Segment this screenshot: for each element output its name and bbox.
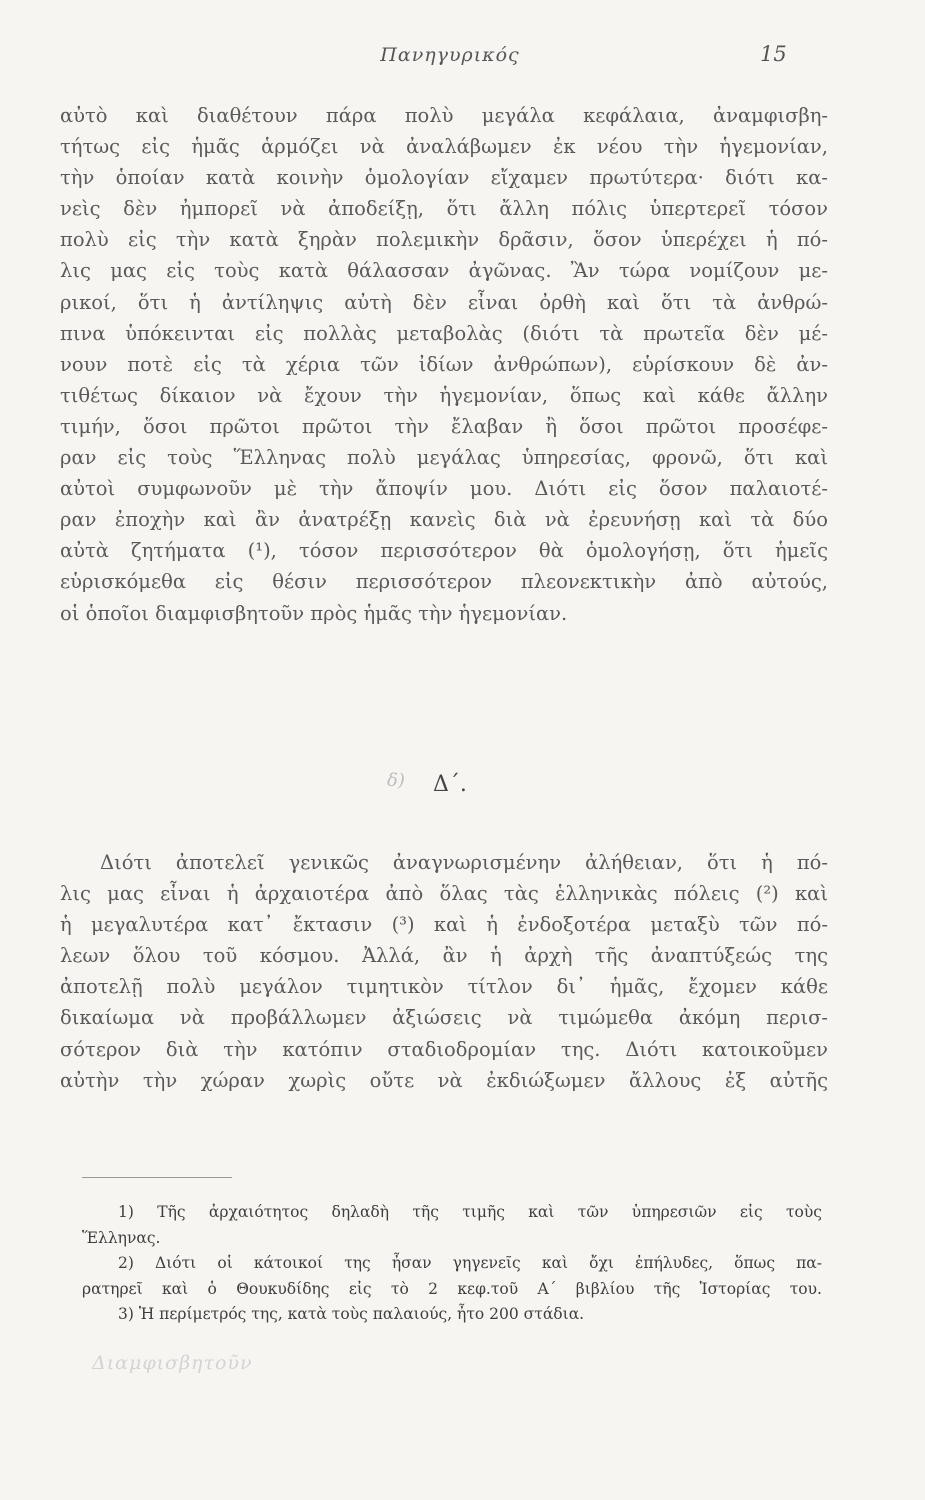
text-line: σότερον διὰ τὴν κατόπιν σταδιοδρομίαν της. Διότι κατοικοῦμεν [60,1037,828,1061]
footnote-line: 1) Τῆς ἀρχαιότητος δηλαδὴ τῆς τιμῆς καὶ τῶν ὑπηρεσιῶν εἰς τοὺς [118,1203,822,1221]
text-line: λεων ὅλου τοῦ κόσμου. Ἀλλά, ἂν ἡ ἀρχὴ τῆς ἀναπτύξεώς της [60,944,828,968]
text-line: ραν ἐποχὴν καὶ ἂν ἀνατρέξῃ κανεὶς διὰ νὰ ἐρευνήσῃ καὶ τὰ δύο [60,508,828,532]
footnotes [82,1200,822,1328]
text-line: ἡ μεγαλυτέρα κατ᾽ ἔκτασιν (³) καὶ ἡ ἐνδοξοτέρα μεταξὺ τῶν πό- [60,913,828,937]
text-line: τιθέτως δίκαιον νὰ ἔχουν τὴν ἡγεμονίαν, ὅπως καὶ κάθε ἄλλην [60,383,828,407]
text-line: αὐτὸ καὶ διαθέτουν πάρα πολὺ μεγάλα κεφάλαια, ἀναμφισβη- [60,104,828,127]
text-line: τὴν ὁποίαν κατὰ κοινὴν ὁμολογίαν εἴχαμεν πρωτύτερα· διότι κα- [60,166,828,190]
text-line: πολὺ εἰς τὴν κατὰ ξηρὰν πολεμικὴν δρᾶσιν, ὅσον ὑπερέχει ἡ πό- [60,228,828,252]
running-title: Πανηγυρικός [380,44,520,66]
text-line: ρικοί, ὅτι ἡ ἀντίληψις αὐτὴ δὲν εἶναι ὀρθὴ καὶ ὅτι τὰ ἀνθρώ- [60,290,828,314]
text-line: πινα ὑπόκεινται εἰς πολλὰς μεταβολὰς (διότι τὰ πρωτεῖα δὲν μέ- [60,321,828,345]
footnote-line: 3) Ἡ περίμετρός της, κατὰ τοὺς παλαιούς, ἦτο 200 στάδια. [118,1305,585,1323]
text-line: ραν εἰς τοὺς Ἕλληνας πολὺ μεγάλας ὑπηρεσίας, φρονῶ, ὅτι καὶ [60,446,828,470]
section-heading: Δ΄. [433,772,467,797]
text-line: αὐτοὶ συμφωνοῦν μὲ τὴν ἄποψίν μου. Διότι εἰς ὅσον παλαιοτέ- [60,477,828,501]
text-line: Διότι ἀποτελεῖ γενικῶς ἀναγνωρισμένην ἀλήθειαν, ὅτι ἡ πό- [100,851,828,874]
page-number: 15 [760,42,787,66]
text-line: αὐτὰ ζητήματα (¹), τόσον περισσότερον θὰ ὁμολογήσῃ, ὅτι ἡμεῖς [60,539,828,563]
text-line: ἀποτελῇ πολὺ μεγάλον τιμητικὸν τίτλον δι᾽ ἡμᾶς, ἔχομεν κάθε [60,975,828,999]
text-line: νεὶς δὲν ἠμπορεῖ νὰ ἀποδείξῃ, ὅτι ἄλλη πόλις ὑπερτερεῖ τόσον [60,197,828,221]
text-line: λις μας εἰς τοὺς κατὰ θάλασσαν ἀγῶνας. Ἂν τώρα νομίζουν με- [60,259,828,283]
footnote-divider [82,1177,232,1178]
paragraph-1 [60,100,828,629]
handwritten-note: Διαμφισβητοῦν [92,1352,253,1374]
footnote-line: 2) Διότι οἱ κάτοικοί της ἦσαν γηγενεῖς καὶ ὄχι ἐπήλυδες, ὅπως πα- [118,1254,822,1272]
text-line: εὑρισκόμεθα εἰς θέσιν περισσότερον πλεονεκτικὴν ἀπὸ αὐτούς, [60,570,828,594]
text-line: τήτως εἰς ἡμᾶς ἁρμόζει νὰ ἀναλάβωμεν ἐκ νέου τὴν ἡγεμονίαν, [60,135,828,159]
text-line: αὐτὴν τὴν χώραν χωρὶς οὔτε νὰ ἐκδιώξωμεν ἄλλους ἐξ αὐτῆς [60,1068,828,1092]
text-line: λις μας εἶναι ἡ ἀρχαιοτέρα ἀπὸ ὅλας τὰς ἑλληνικὰς πόλεις (²) καὶ [60,882,828,906]
text-line: οἱ ὁποῖοι διαμφισβητοῦν πρὸς ἡμᾶς τὴν ἡγεμονίαν. [60,601,568,625]
footnote-line: Ἕλληνας. [82,1228,161,1247]
footnote-line: ρατηρεῖ καὶ ὁ Θουκυδίδης εἰς τὸ 2 κεφ.τοῦ Α΄ βιβλίου τῆς Ἱστορίας του. [82,1279,822,1298]
text-line: νουν ποτὲ εἰς τὰ χέρια τῶν ἰδίων ἀνθρώπων), εὑρίσκουν δὲ ἀν- [60,352,828,376]
paragraph-2 [60,847,828,1096]
pencil-mark: δ) [387,770,405,791]
text-line: τιμήν, ὅσοι πρῶτοι πρῶτοι τὴν ἔλαβαν ἢ ὅσοι πρῶτοι προσέφε- [60,414,828,438]
text-line: δικαίωμα νὰ προβάλλωμεν ἀξιώσεις νὰ τιμώμεθα ἀκόμη περισ- [60,1006,828,1030]
